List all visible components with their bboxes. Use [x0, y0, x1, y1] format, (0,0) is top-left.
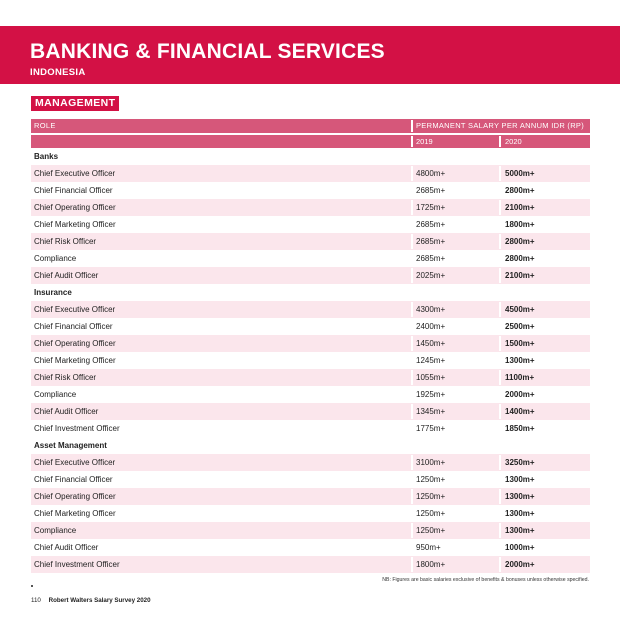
table-row — [31, 403, 590, 420]
table-row — [31, 216, 590, 233]
role-cell: Chief Investment Officer — [34, 560, 120, 569]
column-divider — [499, 387, 501, 402]
table-year-row — [31, 135, 590, 148]
column-divider — [499, 523, 501, 538]
column-divider — [499, 353, 501, 368]
column-divider — [499, 370, 501, 385]
column-divider — [499, 489, 501, 504]
column-divider — [499, 166, 501, 181]
column-divider — [499, 336, 501, 351]
column-divider — [499, 319, 501, 334]
salary-table — [31, 119, 590, 573]
salary-2019-cell: 4300m+ — [416, 305, 446, 314]
table-row — [31, 386, 590, 403]
page-footer — [31, 597, 151, 604]
salary-2019-cell: 1925m+ — [416, 390, 446, 399]
column-divider — [411, 136, 413, 147]
salary-2020-cell: 2100m+ — [505, 203, 535, 212]
salary-2019-cell: 1055m+ — [416, 373, 446, 382]
salary-2019-cell: 1800m+ — [416, 560, 446, 569]
salary-2020-cell: 1400m+ — [505, 407, 535, 416]
column-divider — [499, 472, 501, 487]
section-label: MANAGEMENT — [31, 96, 119, 111]
salary-2020-cell: 2800m+ — [505, 237, 535, 246]
role-cell: Chief Executive Officer — [34, 305, 116, 314]
salary-2019-cell: 2025m+ — [416, 271, 446, 280]
column-header-2019: 2019 — [416, 137, 433, 146]
salary-2020-cell: 1850m+ — [505, 424, 535, 433]
role-cell: Chief Audit Officer — [34, 407, 99, 416]
table-row — [31, 522, 590, 539]
salary-2019-cell: 950m+ — [416, 543, 441, 552]
salary-2020-cell: 2000m+ — [505, 390, 535, 399]
salary-2019-cell: 1250m+ — [416, 475, 446, 484]
salary-2020-cell: 2800m+ — [505, 186, 535, 195]
salary-2020-cell: 1800m+ — [505, 220, 535, 229]
group-label: Asset Management — [34, 441, 107, 450]
table-row — [31, 165, 590, 182]
salary-2019-cell: 1250m+ — [416, 526, 446, 535]
role-cell: Compliance — [34, 390, 77, 399]
column-divider — [411, 268, 413, 283]
column-divider — [411, 336, 413, 351]
role-cell: Chief Audit Officer — [34, 271, 99, 280]
column-divider — [499, 251, 501, 266]
role-cell: Chief Executive Officer — [34, 169, 116, 178]
salary-2019-cell: 1725m+ — [416, 203, 446, 212]
salary-2020-cell: 1300m+ — [505, 475, 535, 484]
table-row — [31, 335, 590, 352]
group-label: Insurance — [34, 288, 72, 297]
role-cell: Chief Financial Officer — [34, 475, 113, 484]
role-cell: Chief Executive Officer — [34, 458, 116, 467]
salary-2019-cell: 1250m+ — [416, 509, 446, 518]
page-subtitle: INDONESIA — [30, 67, 86, 78]
column-divider — [499, 506, 501, 521]
table-row — [31, 420, 590, 437]
column-divider — [411, 489, 413, 504]
role-cell: Compliance — [34, 526, 77, 535]
column-divider — [499, 200, 501, 215]
salary-2020-cell: 5000m+ — [505, 169, 535, 178]
page-number: 110 — [31, 597, 41, 604]
column-divider — [499, 557, 501, 572]
group-row — [31, 148, 590, 165]
salary-2020-cell: 1300m+ — [505, 356, 535, 365]
column-divider — [411, 455, 413, 470]
salary-2020-cell: 1300m+ — [505, 509, 535, 518]
role-cell: Chief Risk Officer — [34, 373, 97, 382]
salary-2020-cell: 2800m+ — [505, 254, 535, 263]
column-divider — [411, 251, 413, 266]
column-divider — [411, 234, 413, 249]
role-cell: Chief Operating Officer — [34, 339, 116, 348]
salary-2019-cell: 1250m+ — [416, 492, 446, 501]
column-divider — [411, 302, 413, 317]
column-divider — [411, 421, 413, 436]
column-divider — [411, 472, 413, 487]
group-row — [31, 437, 590, 454]
table-row — [31, 250, 590, 267]
salary-2019-cell: 1450m+ — [416, 339, 446, 348]
table-row — [31, 369, 590, 386]
salary-2019-cell: 2685m+ — [416, 254, 446, 263]
column-header-role: ROLE — [34, 121, 56, 130]
salary-2020-cell: 1500m+ — [505, 339, 535, 348]
table-row — [31, 182, 590, 199]
column-divider — [411, 557, 413, 572]
column-divider — [411, 200, 413, 215]
column-divider — [411, 183, 413, 198]
salary-2019-cell: 1245m+ — [416, 356, 446, 365]
column-divider — [499, 268, 501, 283]
table-row — [31, 199, 590, 216]
salary-2019-cell: 1345m+ — [416, 407, 446, 416]
salary-2020-cell: 1000m+ — [505, 543, 535, 552]
column-header-salary: PERMANENT SALARY PER ANNUM IDR (RP) — [416, 121, 585, 130]
column-divider — [499, 404, 501, 419]
column-divider — [499, 421, 501, 436]
column-divider — [499, 302, 501, 317]
salary-2019-cell: 2685m+ — [416, 186, 446, 195]
column-divider — [499, 234, 501, 249]
salary-2020-cell: 2100m+ — [505, 271, 535, 280]
role-cell: Chief Marketing Officer — [34, 220, 116, 229]
column-divider — [411, 217, 413, 232]
salary-2020-cell: 2000m+ — [505, 560, 535, 569]
column-divider — [411, 404, 413, 419]
salary-2020-cell: 3250m+ — [505, 458, 535, 467]
column-divider — [499, 136, 501, 147]
page-title: BANKING & FINANCIAL SERVICES — [30, 40, 385, 63]
column-divider — [411, 166, 413, 181]
salary-2019-cell: 3100m+ — [416, 458, 446, 467]
role-cell: Chief Financial Officer — [34, 322, 113, 331]
table-row — [31, 556, 590, 573]
salary-2020-cell: 1300m+ — [505, 526, 535, 535]
publication-name: Robert Walters Salary Survey 2020 — [48, 597, 151, 604]
salary-2019-cell: 2400m+ — [416, 322, 446, 331]
role-cell: Chief Operating Officer — [34, 203, 116, 212]
table-row — [31, 454, 590, 471]
column-divider — [411, 523, 413, 538]
column-header-2020: 2020 — [505, 137, 522, 146]
table-row — [31, 471, 590, 488]
salary-2020-cell: 1300m+ — [505, 492, 535, 501]
table-row — [31, 352, 590, 369]
role-cell: Chief Operating Officer — [34, 492, 116, 501]
page-mark — [31, 585, 33, 587]
role-cell: Chief Marketing Officer — [34, 509, 116, 518]
column-divider — [411, 506, 413, 521]
table-row — [31, 318, 590, 335]
table-row — [31, 267, 590, 284]
role-cell: Chief Risk Officer — [34, 237, 97, 246]
table-row — [31, 301, 590, 318]
column-divider — [411, 540, 413, 555]
salary-2019-cell: 1775m+ — [416, 424, 446, 433]
salary-2020-cell: 4500m+ — [505, 305, 535, 314]
group-row — [31, 284, 590, 301]
salary-2019-cell: 4800m+ — [416, 169, 446, 178]
role-cell: Compliance — [34, 254, 77, 263]
role-cell: Chief Marketing Officer — [34, 356, 116, 365]
footnote: NB: Figures are basic salaries exclusive of benefits & bonuses unless otherwise specified. — [382, 577, 589, 583]
group-label: Banks — [34, 152, 59, 161]
role-cell: Chief Investment Officer — [34, 424, 120, 433]
salary-2020-cell: 2500m+ — [505, 322, 535, 331]
role-cell: Chief Audit Officer — [34, 543, 99, 552]
column-divider — [411, 387, 413, 402]
salary-2020-cell: 1100m+ — [505, 373, 535, 382]
salary-2019-cell: 2685m+ — [416, 220, 446, 229]
table-row — [31, 539, 590, 556]
table-row — [31, 505, 590, 522]
table-row — [31, 233, 590, 250]
role-cell: Chief Financial Officer — [34, 186, 113, 195]
table-header-row — [31, 119, 590, 133]
column-divider — [499, 217, 501, 232]
column-divider — [411, 353, 413, 368]
salary-2019-cell: 2685m+ — [416, 237, 446, 246]
column-divider — [499, 455, 501, 470]
column-divider — [499, 540, 501, 555]
table-row — [31, 488, 590, 505]
column-divider — [411, 120, 413, 132]
column-divider — [499, 183, 501, 198]
column-divider — [411, 319, 413, 334]
column-divider — [411, 370, 413, 385]
page-banner — [0, 26, 620, 84]
